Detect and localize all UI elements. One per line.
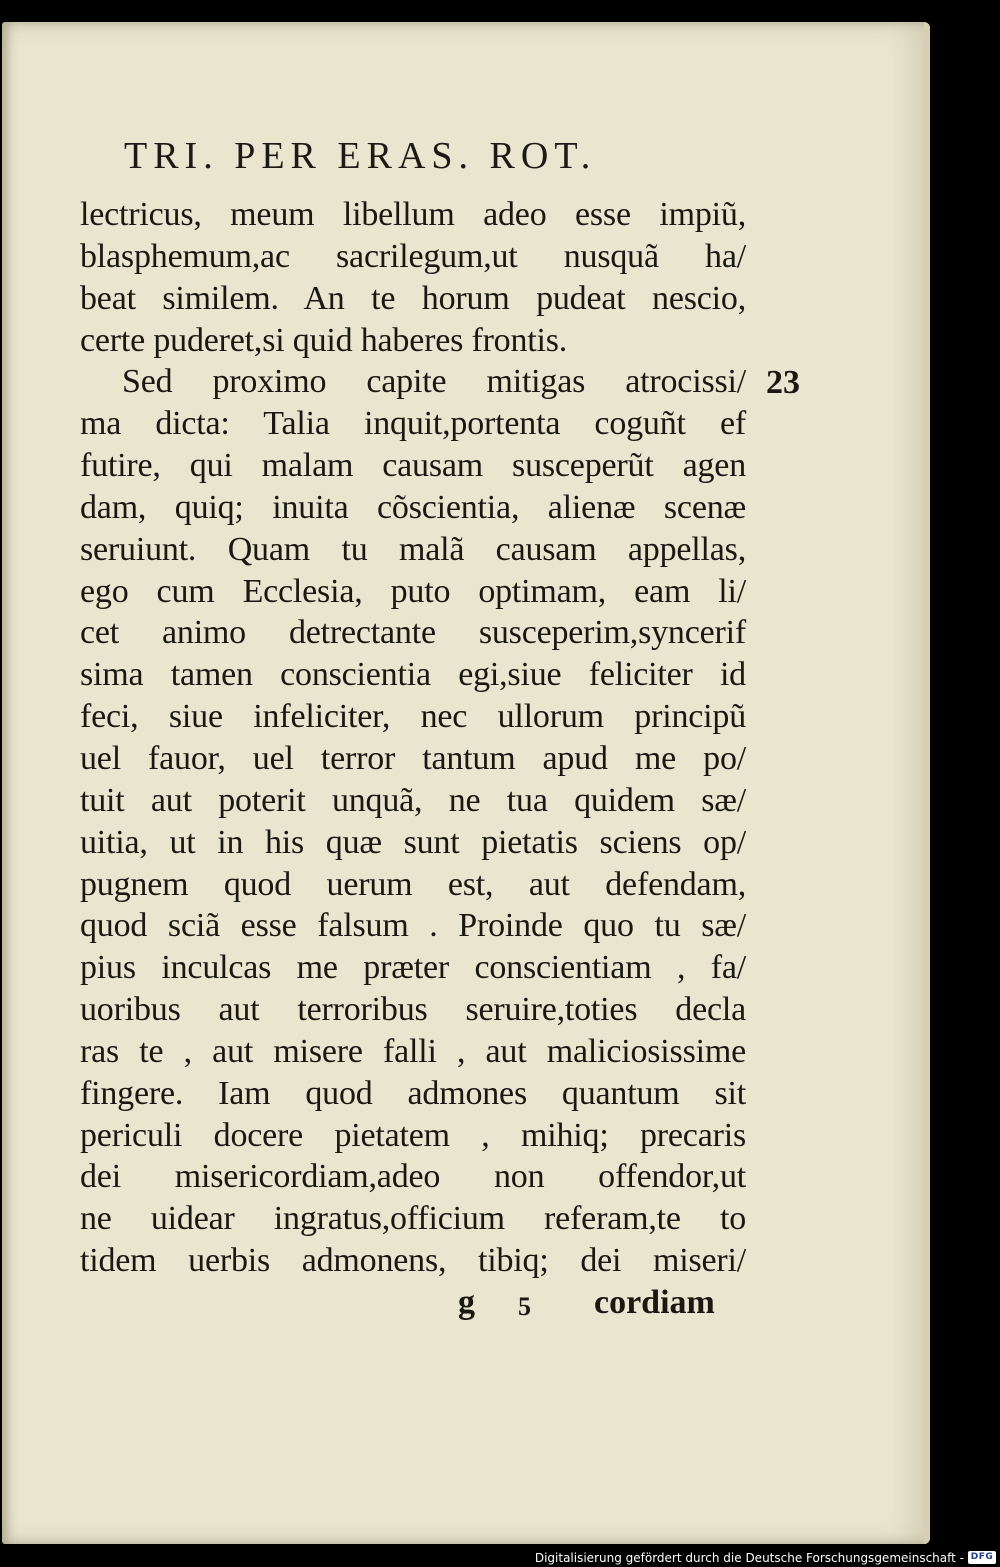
text-line-2: blasphemum,ac sacrilegum,ut nusquã ha/	[80, 237, 746, 275]
text-line-4: certe puderet,si quid haberes frontis.	[80, 321, 568, 359]
running-head: TRI. PER ERAS. ROT.	[124, 135, 597, 177]
signature-number: 5	[518, 1292, 531, 1321]
text-line-15: tuit aut poterit unquã, ne tua quidem sæ/	[80, 781, 746, 819]
text-line-20: uoribus aut terroribus seruire,toties decla	[80, 991, 746, 1029]
text-line-23: periculi docere pietatem , mihiq; precaris	[80, 1116, 746, 1154]
text-line-16: uitia, ut in his quæ sunt pietatis sciens op/	[80, 823, 746, 861]
signature-letter: g	[458, 1284, 475, 1321]
text-line-21: ras te , aut misere falli , aut maliciosissime	[80, 1032, 746, 1070]
margin-number: 23	[766, 364, 800, 401]
text-line-12: sima tamen conscientia egi,siue feliciter id	[80, 656, 746, 694]
text-line-25: ne uidear ingratus,officium referam,te to	[80, 1200, 746, 1238]
digitization-credit: Digitalisierung gefördert durch die Deutsche Forschungsgemeinschaft -	[534, 1551, 964, 1565]
book-page	[2, 22, 930, 1544]
text-line-3: beat similem. An te horum pudeat nescio,	[80, 279, 746, 317]
text-line-1: lectricus, meum libellum adeo esse impiũ,	[80, 196, 746, 233]
text-line-11: cet animo detrectante susceperim,syncerif	[80, 614, 746, 652]
text-line-7: futire, qui malam causam susceperũt agen	[80, 447, 746, 485]
body-text	[80, 194, 746, 1282]
text-line-13: feci, siue infeliciter, nec ullorum principũ	[80, 698, 746, 736]
text-line-18: quod sciã esse falsum . Proinde quo tu sæ/	[80, 907, 746, 945]
text-line-6: ma dicta: Talia inquit,portenta coguñt ef	[80, 405, 746, 443]
text-line-22: fingere. Iam quod admones quantum sit	[80, 1074, 746, 1112]
catchword: cordiam	[594, 1284, 715, 1321]
text-line-19: pius inculcas me præter conscientiam , fa/	[80, 949, 746, 987]
text-line-8: dam, quiq; inuita cõscientia, alienæ scenæ	[80, 488, 746, 526]
dfg-logo: DFG	[968, 1551, 996, 1564]
text-line-14: uel fauor, uel terror tantum apud me po/	[80, 739, 746, 777]
page-footer	[458, 1284, 748, 1326]
text-line-9: seruiunt. Quam tu malã causam appellas,	[80, 530, 746, 568]
text-line-10: ego cum Ecclesia, puto optimam, eam li/	[80, 572, 746, 610]
text-line-26: tidem uerbis admonens, tibiq; dei miseri/	[80, 1242, 746, 1280]
text-line-5: Sed proximo capite mitigas atrocissi/	[122, 363, 746, 401]
text-line-24: dei misericordiam,adeo non offendor,ut	[80, 1158, 746, 1196]
text-line-17: pugnem quod uerum est, aut defendam,	[80, 865, 746, 903]
